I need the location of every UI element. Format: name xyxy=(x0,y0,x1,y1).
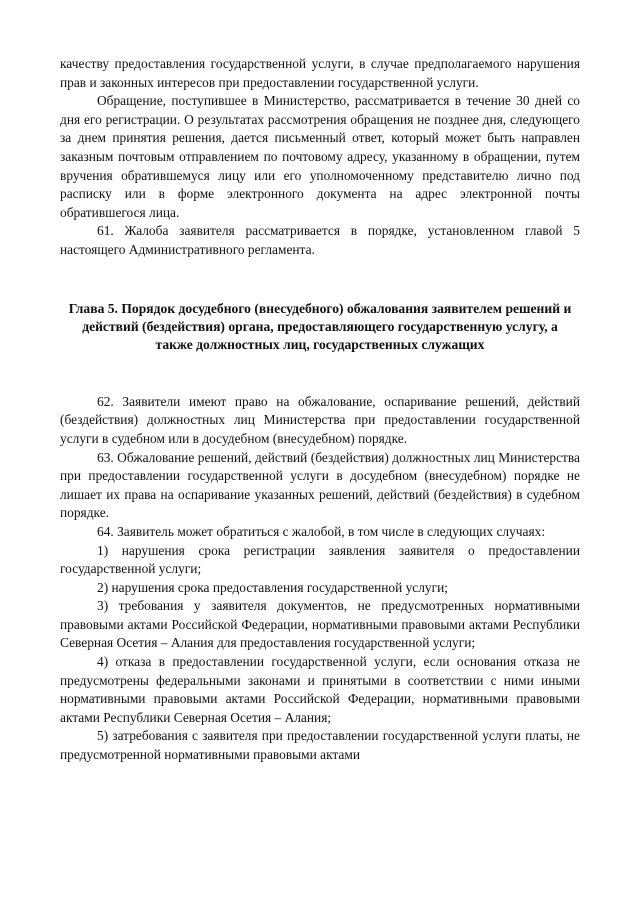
paragraph-64: 64. Заявитель может обратиться с жалобой, в том числе в следующих случаях: xyxy=(97,523,546,539)
list-item-2: 2) нарушения срока предоставления государственной услуги; xyxy=(97,579,449,595)
chapter-heading: Глава 5. Порядок досудебного (внесудебного) обжалования заявителем решений и действий (бездействия) органа, предоставляющего государственную услугу, а также должностных лиц, государственных служащих xyxy=(68,300,572,353)
list-item-4: 4) отказа в предоставлении государственной услуги, если основания отказа не предусмотрены федеральными законами и принятыми в соответствии с ними иными нормативными правовыми актами Российской Федерации, нормативными правовыми актами Республики Северная Осетия – Алания; xyxy=(60,654,580,725)
paragraph-62: 62. Заявители имеют право на обжалование, оспаривание решений, действий (бездействия) должностных лиц Министерства при предоставлении государственной услуги в судебном или в досудебном (внесудебном) порядке. xyxy=(60,393,580,446)
list-item-1: 1) нарушения срока регистрации заявления заявителя о предоставлении государственной услуги; xyxy=(60,542,580,577)
paragraph-61: 61. Жалоба заявителя рассматривается в порядке, установленном главой 5 настоящего Административного регламента. xyxy=(60,223,580,257)
document-page xyxy=(60,55,580,765)
paragraph-appeal-review: Обращение, поступившее в Министерство, рассматривается в течение 30 дней со дня его регистрации. О результатах рассмотрения обращения не позднее дня, следующего за днем принятия решения, дается письменный ответ, который может быть направлен заказным почтовым отправлением по почтовому адресу, указанному в обращении, путем вручения обратившемуся лицу или его уполномоченному представителю лично под расписку или в форме электронного документа на адрес электронной почты обратившегося лица. xyxy=(60,93,580,220)
paragraph-63: 63. Обжалование решений, действий (бездействия) должностных лиц Министерства при предоставлении государственной услуги в досудебном (внесудебном) порядке не лишает их права на оспаривание указанных решений, действий (бездействия) в судебном порядке. xyxy=(60,449,580,521)
paragraph-continuation: качеству предоставления государственной услуги, в случае предполагаемого нарушения прав и законных интересов при предоставлении государственной услуги. xyxy=(60,56,580,90)
list-item-5: 5) затребования с заявителя при предоставлении государственной услуги платы, не предусмотренной нормативными правовыми актами xyxy=(60,728,580,763)
list-item-3: 3) требования у заявителя документов, не предусмотренных нормативными правовыми актами Российской Федерации, нормативными правовыми актами Республики Северная Осетия – Алания для предоставления государственной услуги; xyxy=(60,598,580,651)
